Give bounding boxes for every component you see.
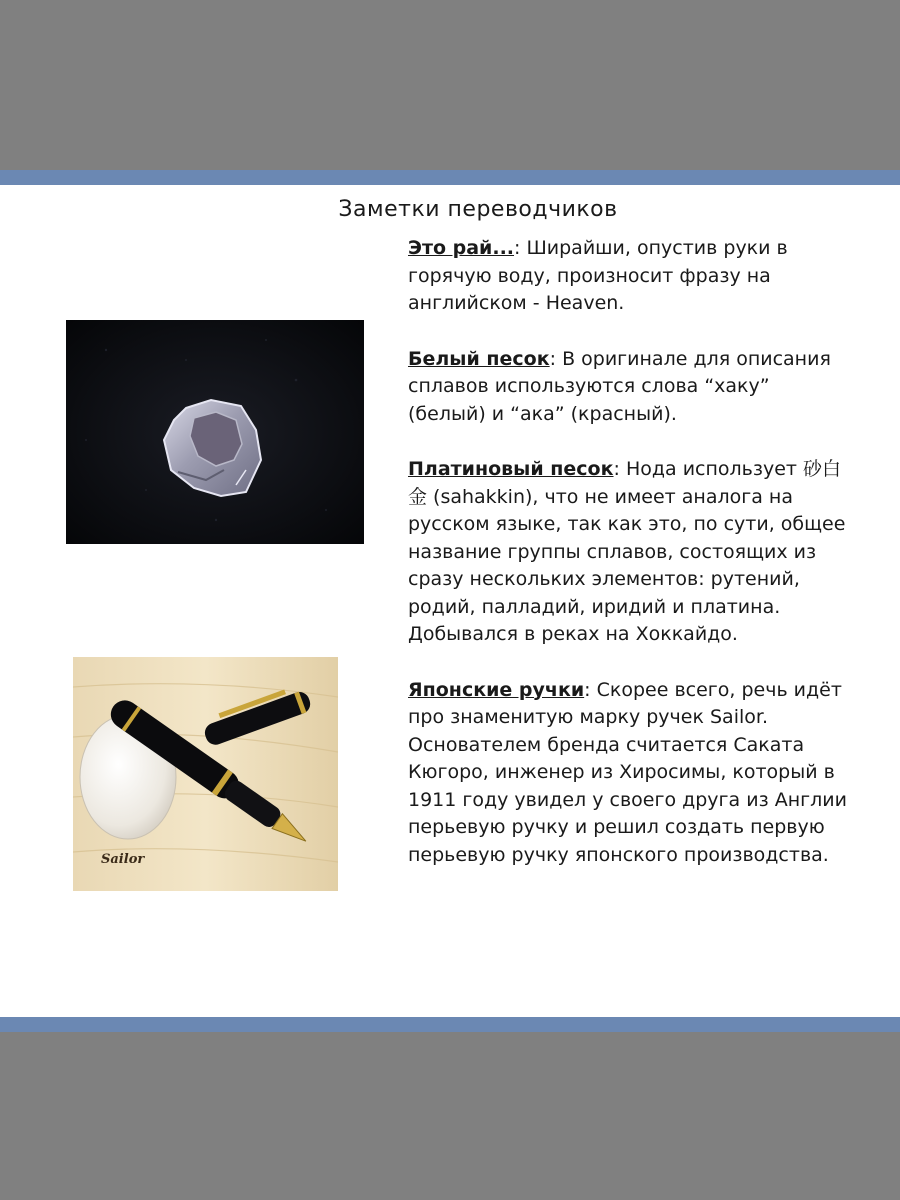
notes-list [408,235,848,897]
page-title: Заметки переводчиков [338,197,618,222]
bottom-blue-stripe [0,1017,900,1032]
note-text: : Скорее всего, речь идёт про знаменитую марку ручек Sailor. Основателем бренда считается Саката Кюгоро, инженер из Хиросимы, который в 1911 году увидел у своего друга из Англии перьевую ручку и решил создать первую перьевую ручку японского производства. [408,678,847,866]
note-term: Японские ручки [408,678,585,701]
note-platinum-sand [408,456,848,649]
note-white-sand [408,346,848,429]
sailor-logo: Sailor [101,852,145,867]
top-blue-stripe [0,170,900,185]
bottom-gray-band [0,1032,900,1200]
note-text: : Ширайши, опустив руки в горячую воду, произносит фразу на английском - Heaven. [408,237,788,314]
sailor-pen-photo [73,657,338,891]
note-japanese-pens [408,677,848,870]
platinum-sand-photo [66,320,364,544]
note-text: : В оригинале для описания сплавов используются слова “хаку” (белый) и “ака” (красный). [408,347,831,425]
note-term: Платиновый песок [408,458,614,480]
note-term: Это рай... [408,237,515,259]
note-text: : Нода использует 砂白金 (sahakkin), что не имеет аналога на русском языке, так как это, по сути, общее название группы сплавов, состоящих из сразу нескольких элементов: рутений, родий, палладий, иридий и платина. Добывался в реках на Хоккайдо. [408,458,846,645]
top-gray-band [0,0,900,170]
translator-notes-page [0,185,900,1017]
note-heaven [408,235,848,318]
note-term: Белый песок [408,347,550,370]
